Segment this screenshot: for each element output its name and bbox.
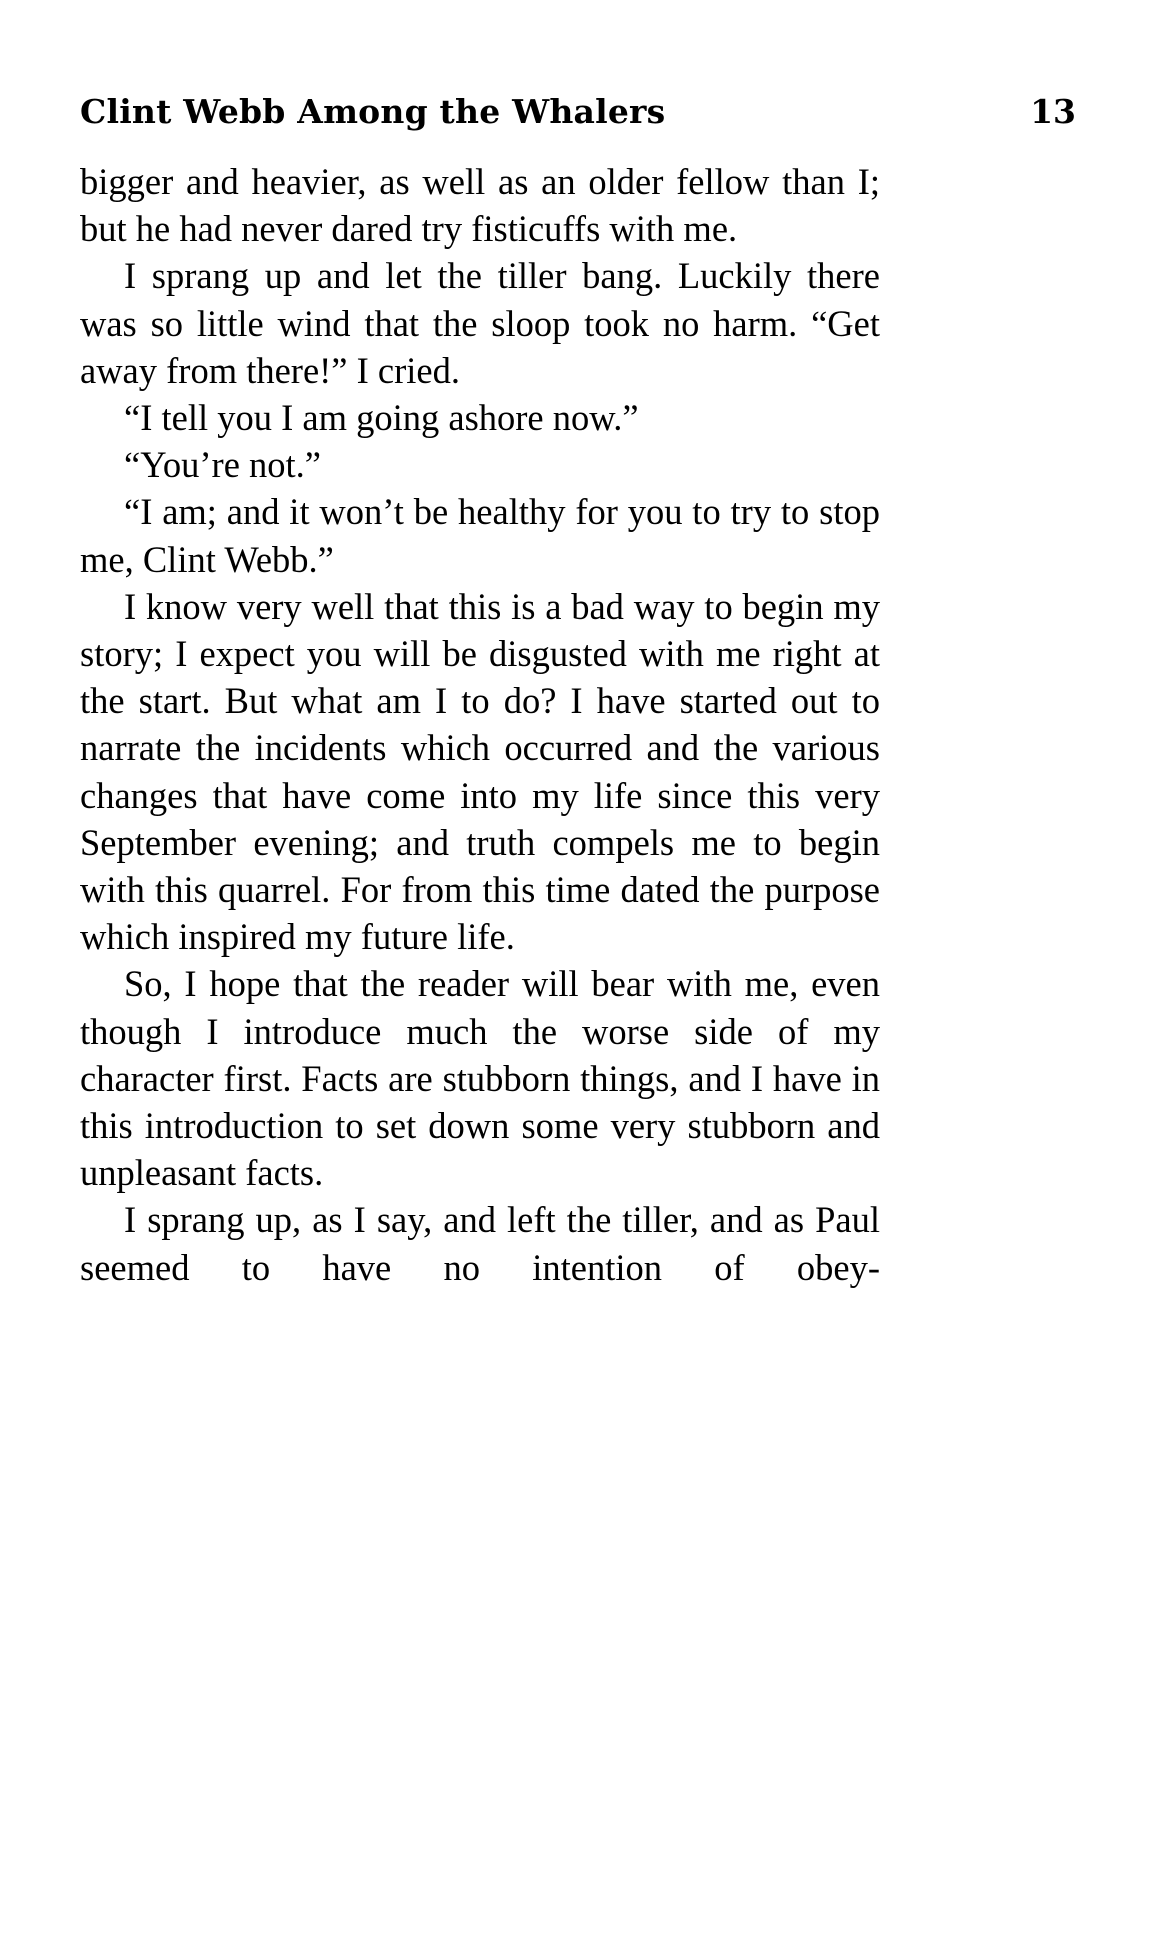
paragraph: I sprang up, as I say, and left the tiller, and as Paul seemed to have no intention of obey- xyxy=(80,1199,880,1288)
paragraph: So, I hope that the reader will bear with me, even though I introduce much the worse side of my character first. Facts are stubborn things, and I have in this introduction to set down some very stubborn and unpleasant facts. xyxy=(80,963,880,1194)
paragraph: “I am; and it won’t be healthy for you to try to stop me, Clint Webb.” xyxy=(80,491,880,580)
paragraph: I know very well that this is a bad way to begin my story; I expect you will be disgusted with me right at the start. But what am I to do? I have started out to narrate the incidents which occurred and the various changes that have come into my life since this very September evening; and truth compels me to begin with this quarrel. For from this time dated the purpose which inspired my future life. xyxy=(80,585,880,958)
paragraph: “You’re not.” xyxy=(124,444,322,486)
page-number: 13 xyxy=(1030,92,1076,131)
page-title: Clint Webb Among the Whalers xyxy=(80,92,666,131)
running-head xyxy=(80,92,1076,131)
paragraph: I sprang up and let the tiller bang. Luckily there was so little wind that the sloop took no harm. “Get away from there!” I cried. xyxy=(80,255,880,391)
body-text xyxy=(80,158,880,1291)
paragraph: “I tell you I am going ashore now.” xyxy=(124,397,639,439)
paragraph: bigger and heavier, as well as an older fellow than I; but he had never dared try fisticuffs with me. xyxy=(80,161,880,250)
